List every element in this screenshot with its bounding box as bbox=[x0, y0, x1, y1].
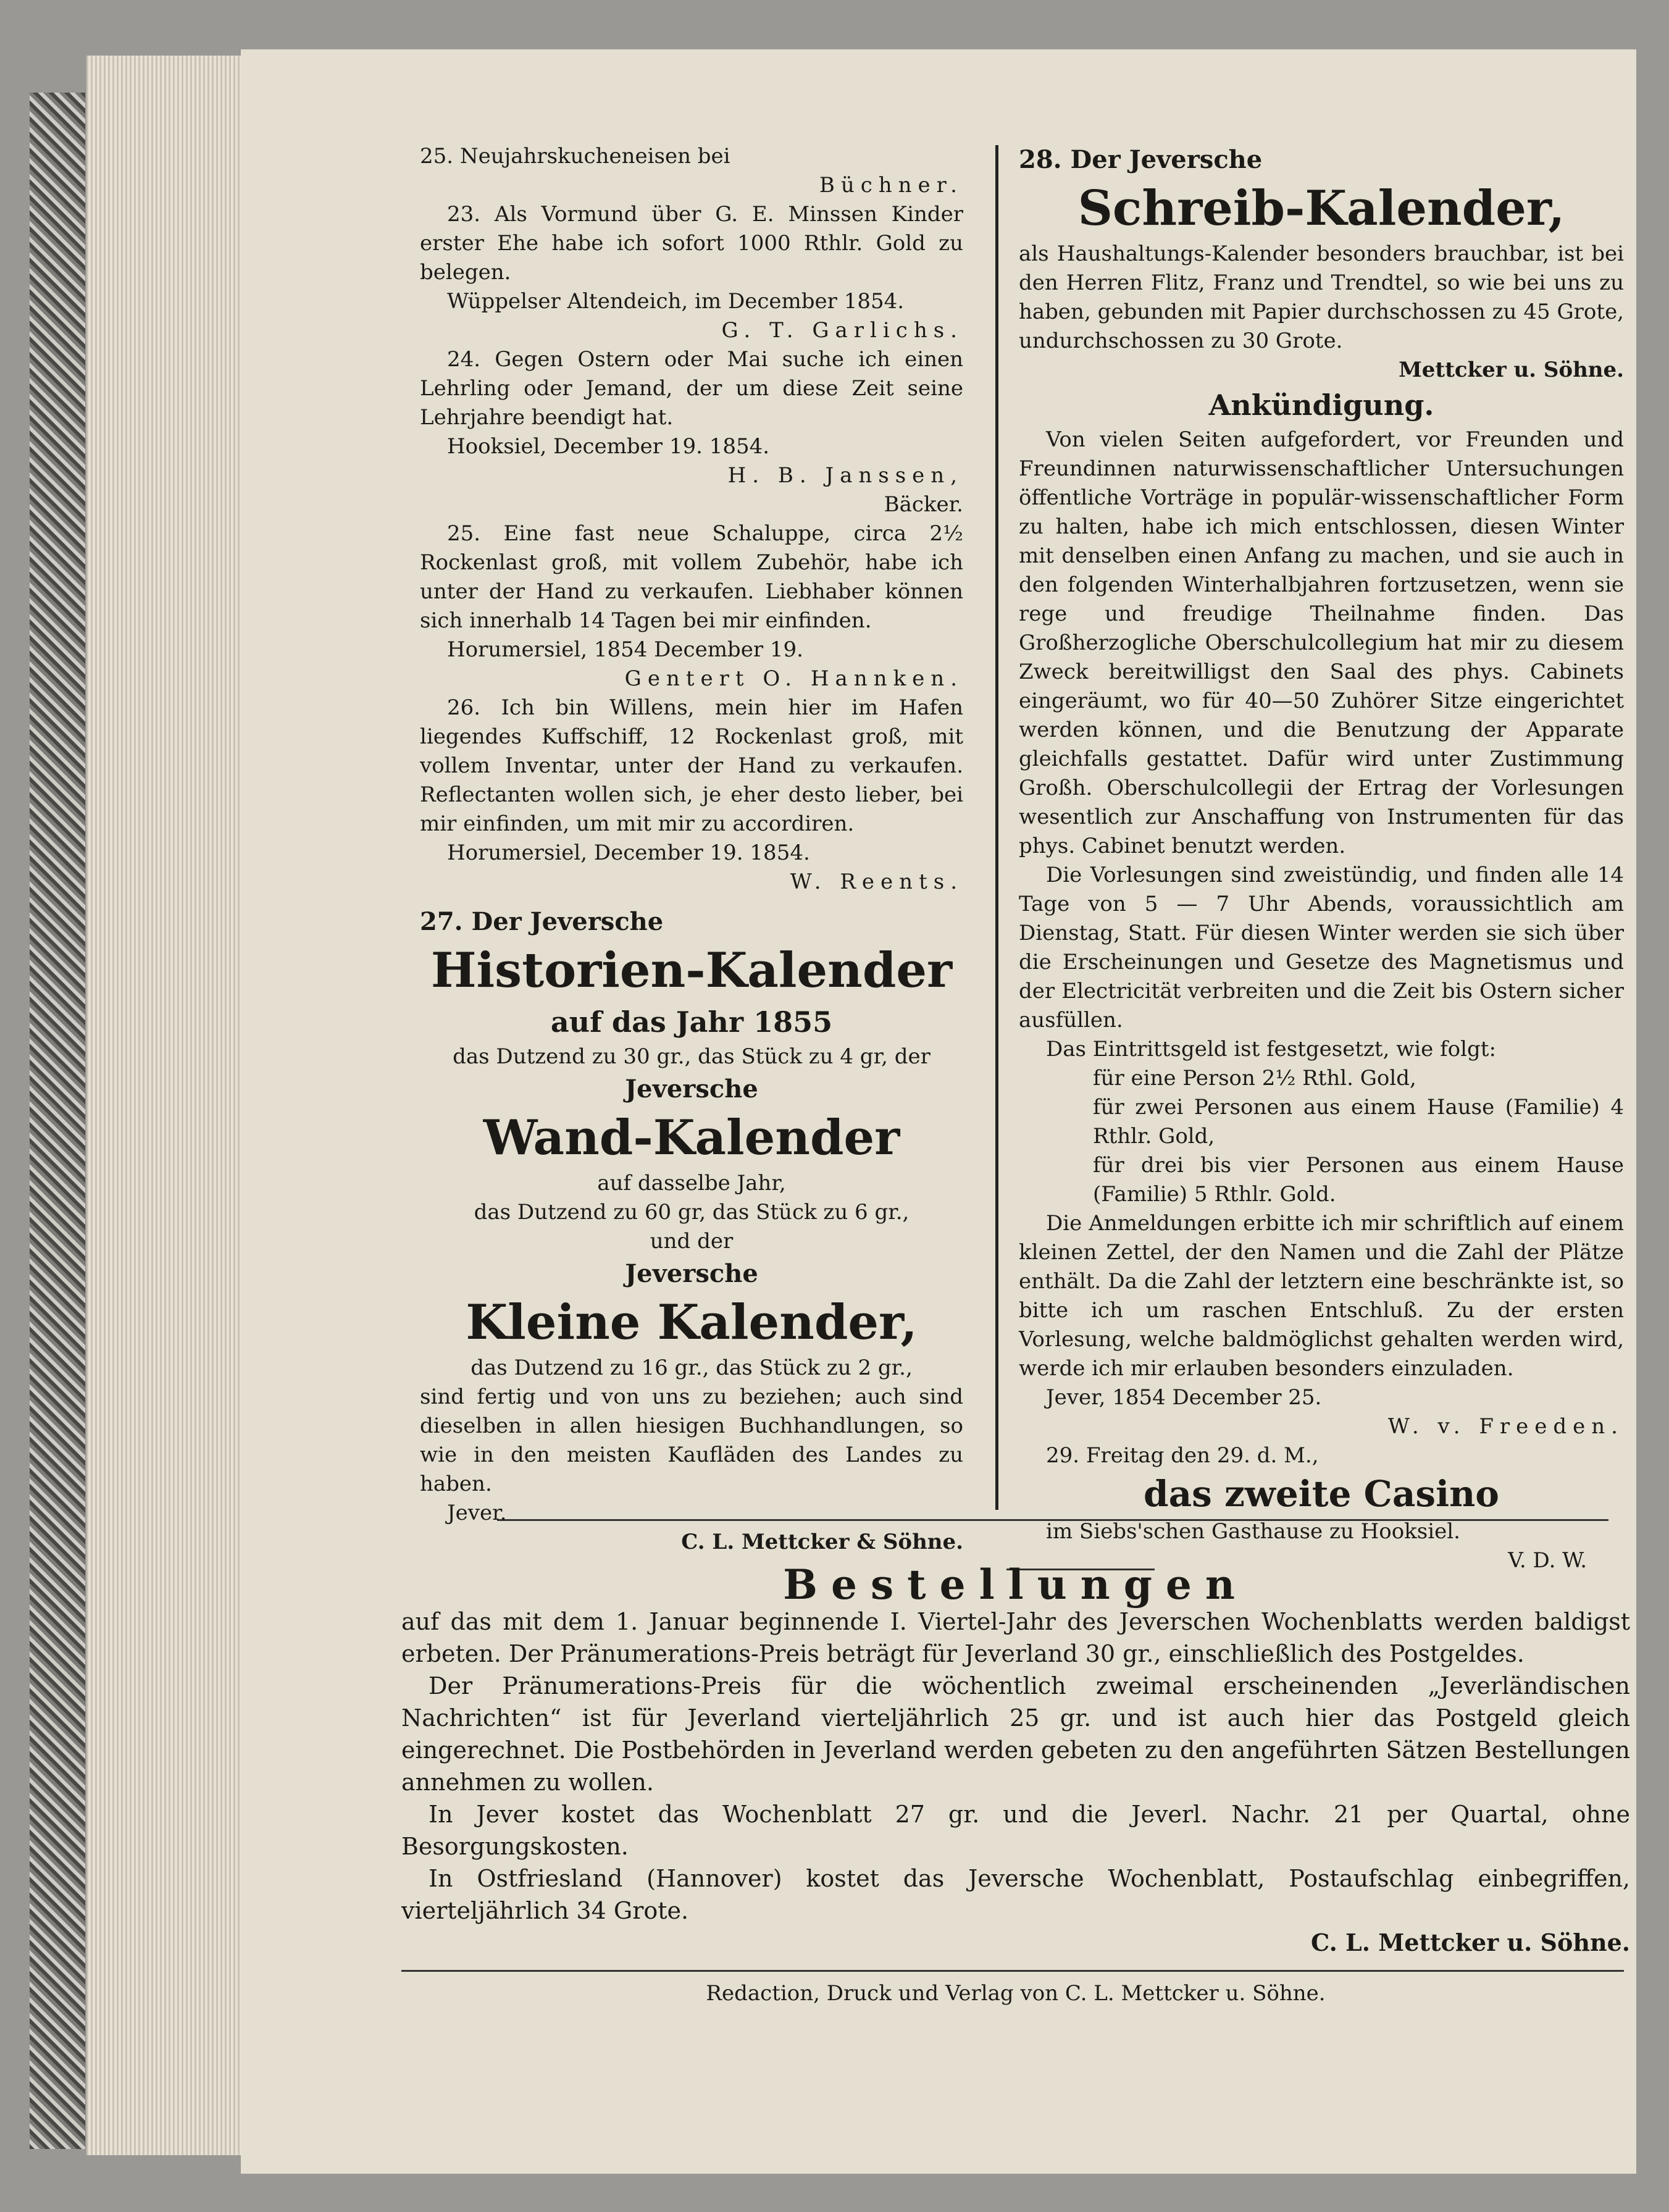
ad-29-signature: V. D. W. bbox=[1508, 1548, 1587, 1573]
subscription-paragraph-4: In Ostfriesland (Hannover) kostet das Jeversche Wochenblatt, Postaufschlag einbegriffen, vierteljährlich 34 Grote. bbox=[401, 1865, 1630, 1924]
ad-27-heading: 27. Der Jeversche bbox=[420, 907, 664, 936]
ad-27-title-kleine: Kleine Kalender, bbox=[466, 1294, 918, 1351]
ad-28-title: Schreib-Kalender, bbox=[1077, 180, 1565, 237]
column-rule bbox=[995, 145, 998, 1510]
ad-25b-signature: Gentert O. Hannken. bbox=[624, 666, 963, 691]
ad-27-year: auf das Jahr 1855 bbox=[550, 1005, 833, 1039]
subscription-paragraph-1: auf das mit dem 1. Januar beginnende I. Viertel-Jahr des Jeverschen Wochenblatts werden baldigst erbeten. Der Pränumerations-Preis beträgt für Jeverland 30 gr., einschließlich des Postgeldes. bbox=[401, 1608, 1630, 1667]
announcement-fee-3: für drei bis vier Personen aus einem Hause (Familie) 5 Rthlr. Gold. bbox=[1093, 1153, 1624, 1207]
ad-23-signature: G. T. Garlichs. bbox=[721, 318, 963, 343]
imprint-footer: Redaction, Druck und Verlag von C. L. Mettcker u. Söhne. bbox=[706, 1981, 1326, 2006]
ad-27-heading-2: Jeversche bbox=[625, 1075, 758, 1104]
ad-27-price-1: das Dutzend zu 30 gr., das Stück zu 4 gr, der bbox=[453, 1044, 931, 1069]
announcement-title: Ankündigung. bbox=[1208, 388, 1434, 422]
ad-23-text: 23. Als Vormund über G. E. Minssen Kinder erster Ehe habe ich sofort 1000 Rthlr. Gold zu belegen. bbox=[420, 202, 963, 285]
ad-23-place: Wüppelser Altendeich, im December 1854. bbox=[447, 289, 905, 314]
ad-25-signature: Büchner. bbox=[819, 173, 963, 198]
ad-27-title-wand: Wand-Kalender bbox=[483, 1110, 900, 1166]
announcement-paragraph-1: Von vielen Seiten aufgefordert, vor Freunden und Freundinnen naturwissenschaftlicher Untersuchungen öffentliche Vorträge in populär-wissenschaftlicher Form zu halten, habe ich mich entschlossen, diesen Winter mit denselben einen Anfang zu machen, und sie auch in den folgenden Winterhalbjahren fortzusetzen, wenn sie rege und freudige Theilnahme finden. Das Großherzogliche Oberschulcollegium hat mir zu diesem Zweck bereitwilligst den Saal des phys. Cabinets eingeräumt, wo für 40—50 Zuhörer Sitze eingerichtet werden können, und die Benutzung der Apparate gleichfalls gestattet. Dafür wird unter Zustimmung Großh. Oberschulcollegii der Ertrag der Vorlesungen wesentlich zur Anschaffung von Instrumenten für das phys. Cabinet benutzt werden. bbox=[1019, 427, 1624, 858]
announcement-signature: W. v. Freeden. bbox=[1387, 1414, 1624, 1439]
bottom-rule bbox=[401, 1970, 1624, 1972]
subscription-notice bbox=[401, 1561, 1630, 1959]
ad-27-same-year: auf dasselbe Jahr, bbox=[597, 1171, 786, 1196]
page-stack-edge bbox=[86, 56, 241, 2155]
right-column bbox=[1019, 142, 1624, 1575]
left-column bbox=[420, 142, 963, 1557]
subscription-paragraph-3: In Jever kostet das Wochenblatt 27 gr. und die Jeverl. Nachr. 21 per Quartal, ohne Besorgungskosten. bbox=[401, 1801, 1630, 1860]
announcement-place: Jever, 1854 December 25. bbox=[1046, 1385, 1322, 1410]
ad-27-place: Jever. bbox=[447, 1501, 507, 1525]
ad-29-text-2: im Siebs'schen Gasthause zu Hooksiel. bbox=[1046, 1519, 1460, 1544]
ad-27-heading-3: Jeversche bbox=[625, 1259, 758, 1288]
ad-24-signature: H. B. Janssen, bbox=[727, 463, 963, 488]
ad-27-and: und der bbox=[650, 1229, 734, 1254]
announcement-paragraph-2: Die Vorlesungen sind zweistündig, und finden alle 14 Tage von 5 — 7 Uhr Abends, voraussichtlich am Dienstag, Statt. Für diesen Winter werden sie sich über die Erscheinungen und Gesetze des Magnetismus und der Electricität verbreiten und die Zeit bis Ostern sicher ausfüllen. bbox=[1019, 863, 1624, 1033]
ad-27-price-2: das Dutzend zu 60 gr, das Stück zu 6 gr., bbox=[474, 1200, 910, 1225]
ad-29-title: das zweite Casino bbox=[1144, 1473, 1499, 1515]
ad-25-line1: 25. Neujahrskucheneisen bei bbox=[420, 144, 730, 169]
ad-24-signature-trade: Bäcker. bbox=[884, 492, 963, 517]
ad-27-text: sind fertig und von uns zu beziehen; auch sind dieselben in allen hiesigen Buchhandlungen, so wie in den meisten Kaufläden des Landes zu haben. bbox=[420, 1385, 963, 1496]
ad-27-price-3: das Dutzend zu 16 gr., das Stück zu 2 gr., bbox=[471, 1355, 913, 1380]
ad-24-text: 24. Gegen Ostern oder Mai suche ich einen Lehrling oder Jemand, der um diese Zeit seine Lehrjahre beendigt hat. bbox=[420, 347, 963, 430]
announcement-fee-1: für eine Person 2½ Rthl. Gold, bbox=[1093, 1066, 1416, 1091]
ad-27-signature: C. L. Mettcker & Söhne. bbox=[681, 1530, 963, 1554]
ad-26-text: 26. Ich bin Willens, mein hier im Hafen liegendes Kuffschiff, 12 Rockenlast groß, mit vollem Inventar, unter der Hand zu verkaufen. Reflectanten wollen sich, je eher desto lieber, bei mir einfinden, um mit mir zu accordiren. bbox=[420, 695, 963, 836]
ad-25b-place: Horumersiel, 1854 December 19. bbox=[447, 637, 803, 662]
ad-26-place: Horumersiel, December 19. 1854. bbox=[447, 840, 810, 865]
ad-26-signature: W. Reents. bbox=[790, 869, 963, 894]
subscription-title: Bestellungen bbox=[783, 1561, 1249, 1609]
book-cover-edge bbox=[30, 93, 85, 2149]
subscription-signature: C. L. Mettcker u. Söhne. bbox=[1311, 1929, 1630, 1956]
announcement-paragraph-4: Die Anmeldungen erbitte ich mir schriftlich auf einem kleinen Zettel, der den Namen und die Zahl der Plätze enthält. Da die Zahl der letztern eine beschränkte ist, so bitte ich um raschen Entschluß. Zu der ersten Vorlesung, welche baldmöglichst gehalten werden wird, werde ich mir erlauben besonders einzuladen. bbox=[1019, 1211, 1624, 1381]
ad-28-text: als Haushaltungs-Kalender besonders brauchbar, ist bei den Herren Flitz, Franz und Trendtel, so wie bei uns zu haben, gebunden mit Papier durchschossen zu 45 Grote, undurchschossen zu 30 Grote. bbox=[1019, 241, 1624, 353]
subscription-paragraph-2: Der Pränumerations-Preis für die wöchentlich zweimal erscheinenden „Jeverländischen Nachrichten“ ist für Jeverland vierteljährlich 25 gr. und ist auch hier das Postgeld gleich eingerechnet. Die Postbehörden in Jeverland werden gebeten zu den angeführten Sätzen Bestellungen annehmen zu wollen. bbox=[401, 1672, 1630, 1796]
ad-24-place: Hooksiel, December 19. 1854. bbox=[447, 434, 770, 459]
ad-28-signature: Mettcker u. Söhne. bbox=[1399, 358, 1624, 382]
announcement-fee-intro: Das Eintrittsgeld ist festgesetzt, wie folgt: bbox=[1046, 1037, 1496, 1062]
ad-29-text: 29. Freitag den 29. d. M., bbox=[1046, 1443, 1319, 1468]
ad-27-title-historien: Historien-Kalender bbox=[430, 942, 953, 999]
announcement-fee-2: für zwei Personen aus einem Hause (Familie) 4 Rthlr. Gold, bbox=[1093, 1095, 1624, 1149]
ad-28-heading: 28. Der Jeversche bbox=[1019, 145, 1263, 174]
ad-25b-text: 25. Eine fast neue Schaluppe, circa 2½ Rockenlast groß, mit vollem Zubehör, habe ich unter der Hand zu verkaufen. Liebhaber können sich innerhalb 14 Tagen bei mir einfinden. bbox=[420, 521, 963, 633]
